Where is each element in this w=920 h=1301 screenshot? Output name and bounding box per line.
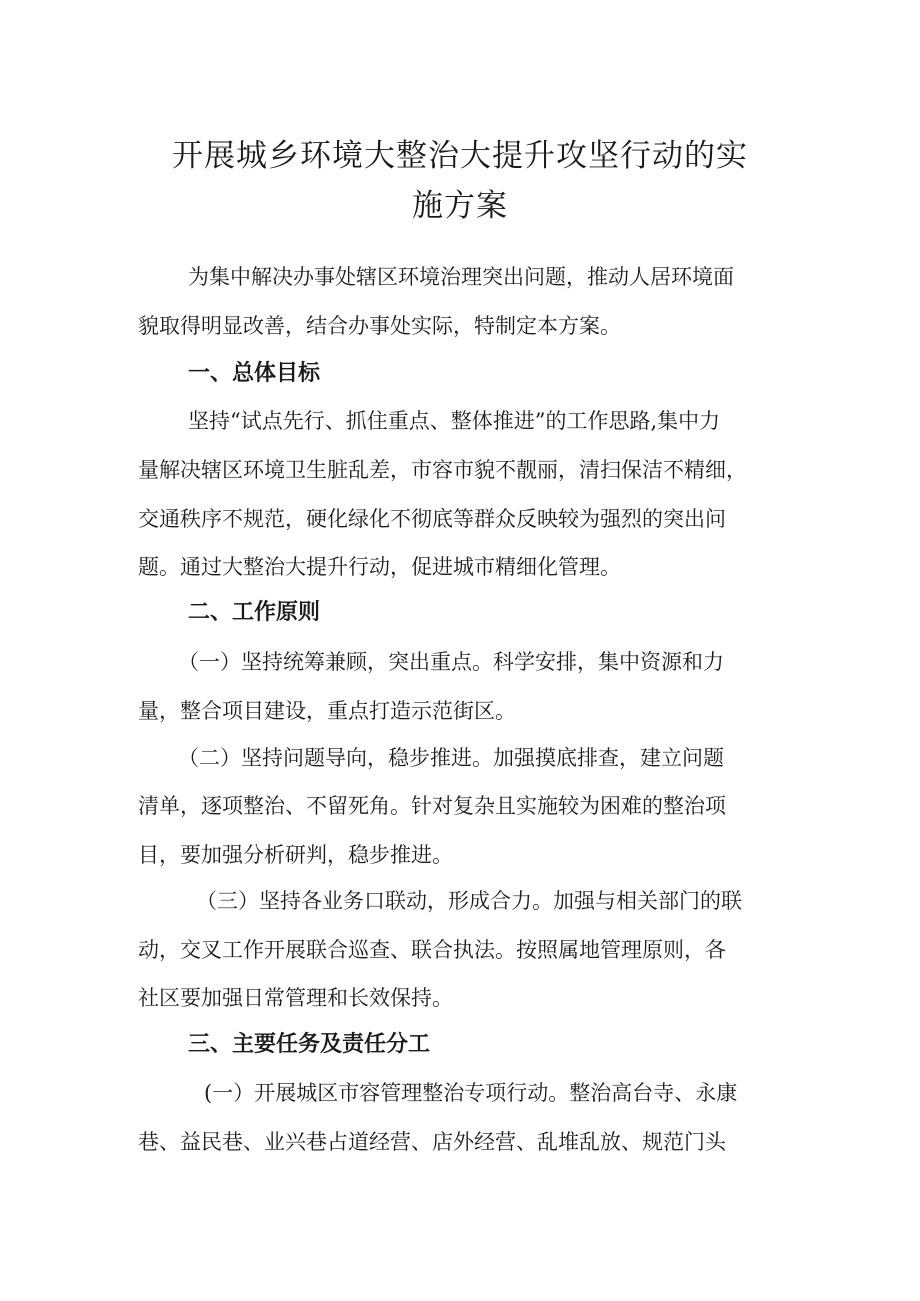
section-1-heading: 一、总体目标 — [188, 361, 321, 386]
section-1-line-3: 交通秩序不规范，硬化绿化不彻底等群众反映较为强烈的突出问 — [138, 507, 726, 531]
document-title-line-1: 开展城乡环境大整治大提升攻坚行动的实 — [172, 138, 748, 174]
document-title-line-2: 施方案 — [412, 188, 508, 224]
section-2-heading: 二、工作原则 — [188, 600, 321, 625]
section-3-heading: 三、主要任务及责任分工 — [188, 1032, 431, 1057]
section-2-p1-line-2: 量，整合项目建设，重点打造示范街区。 — [138, 699, 516, 723]
intro-line-2: 貌取得明显改善，结合办事处实际，特制定本方案。 — [138, 314, 621, 338]
section-2-p1-line-1: （一）坚持统筹兼顾，突出重点。科学安排，集中资源和力 — [178, 650, 724, 674]
section-2-p3-line-1: （三）坚持各业务口联动，形成合力。加强与相关部门的联 — [196, 889, 742, 913]
section-2-p2-line-2: 清单，逐项整治、不留死角。针对复杂且实施较为困难的整治项 — [138, 794, 726, 818]
section-2-p3-line-3: 社区要加强日常管理和长效保持。 — [138, 986, 453, 1010]
section-1-line-1: 坚持“试点先行、抓住重点、整体推进”的工作思路,集中力 — [188, 409, 721, 433]
intro-line-1: 为集中解决办事处辖区环境治理突出问题，推动人居环境面 — [188, 265, 734, 289]
section-2-p3-line-2: 动，交叉工作开展联合巡查、联合执法。按照属地管理原则，各 — [138, 938, 726, 962]
section-2-p2-line-3: 目，要加强分析研判，稳步推进。 — [138, 843, 453, 867]
section-3-p1-line-2: 巷、益民巷、业兴巷占道经营、店外经营、乱堆乱放、规范门头 — [138, 1130, 726, 1154]
section-1-line-2: 量解决辖区环境卫生脏乱差，市容市貌不靓丽，清扫保洁不精细， — [138, 458, 747, 482]
section-1-line-4: 题。通过大整治大提升行动，促进城市精细化管理。 — [138, 555, 621, 579]
section-3-p1-line-1: (一）开展城区市容管理整治专项行动。整治高台寺、永康 — [204, 1081, 738, 1105]
section-2-p2-line-1: （二）坚持问题导向，稳步推进。加强摸底排查，建立问题 — [178, 746, 724, 770]
